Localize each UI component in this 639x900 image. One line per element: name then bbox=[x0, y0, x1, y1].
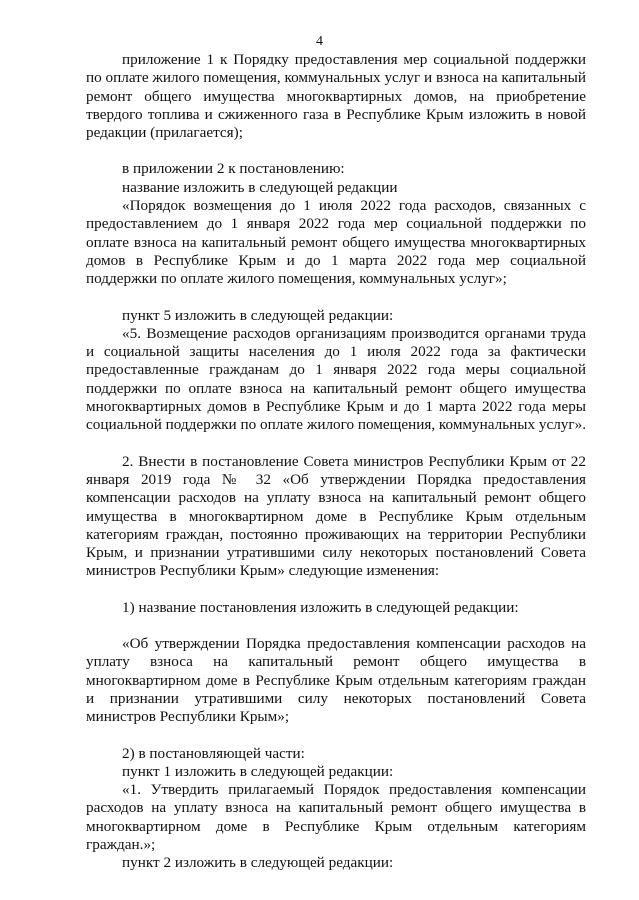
paragraph-rename-instruction: 1) название постановления изложить в следующей редакции: bbox=[122, 598, 519, 616]
paragraph-title-instruction: название изложить в следующей редакции bbox=[122, 178, 398, 196]
paragraph-title-quote: «Порядок возмещения до 1 июля 2022 года расходов, связанных с предоставлением до 1 января 2022 года мер социальной поддержки по оплате взноса на капитальный ремонт общего имущества многоквартирных домов в Республике Крым и до 1 марта 2022 года мер социальной поддержки по оплате жилого помещения, коммунальных услуг»; bbox=[86, 197, 586, 288]
page-number: 4 bbox=[316, 34, 323, 49]
paragraph-item-1-quote: «1. Утвердить прилагаемый Порядок предоставления компенсации расходов на уплату взноса на капитальный ремонт общего имущества в многоквартирном доме в Республике Крым отдельным категориям граждан.»; bbox=[86, 781, 586, 853]
paragraph-appendix-1: приложение 1 к Порядку предоставления мер социальной поддержки по оплате жилого помещения, коммунальных услуг и взноса на капитальный ремонт общего имущества многоквартирных домов, на приобретение твердого топлива и сжиженного газа в Республике Крым изложить в новой редакции (прилагается); bbox=[86, 51, 586, 142]
paragraph-item-5-instruction: пункт 5 изложить в следующей редакции: bbox=[122, 306, 394, 324]
paragraph-item-1-instruction: пункт 1 изложить в следующей редакции: bbox=[122, 762, 394, 780]
paragraph-operative-part: 2) в постановляющей части: bbox=[122, 744, 305, 762]
paragraph-appendix-2-intro: в приложении 2 к постановлению: bbox=[122, 160, 345, 178]
paragraph-section-2: 2. Внести в постановление Совета министров Республики Крым от 22 января 2019 года № 32 «Об утверждении Порядка предоставления компенсации расходов на уплату взноса на капитальный ремонт общего имущества в многоквартирном доме в Республике Крым отдельным категориям граждан, постоянно проживающих на территории Республики Крым, и признании утратившими силу некоторых постановлений Совета министров Республики Крым» следующие изменения: bbox=[86, 452, 586, 580]
paragraph-item-2-instruction: пункт 2 изложить в следующей редакции: bbox=[122, 854, 394, 872]
document-body bbox=[86, 51, 586, 873]
paragraph-rename-quote: «Об утверждении Порядка предоставления компенсации расходов на уплату взноса на капитальный ремонт общего имущества в многоквартирном доме в Республике Крым отдельным категориям граждан и признании утратившими силу некоторых постановлений Совета министров Республики Крым»; bbox=[86, 635, 586, 726]
paragraph-item-5-quote: «5. Возмещение расходов организациям производится органами труда и социальной защиты населения до 1 июля 2022 года за фактически предоставленные гражданам до 1 января 2022 года меры социальной поддержки по оплате взноса на капитальный ремонт общего имущества многоквартирных домов в Республике Крым и до 1 марта 2022 года меры социальной поддержки по оплате жилого помещения, коммунальных услуг». bbox=[86, 324, 586, 434]
